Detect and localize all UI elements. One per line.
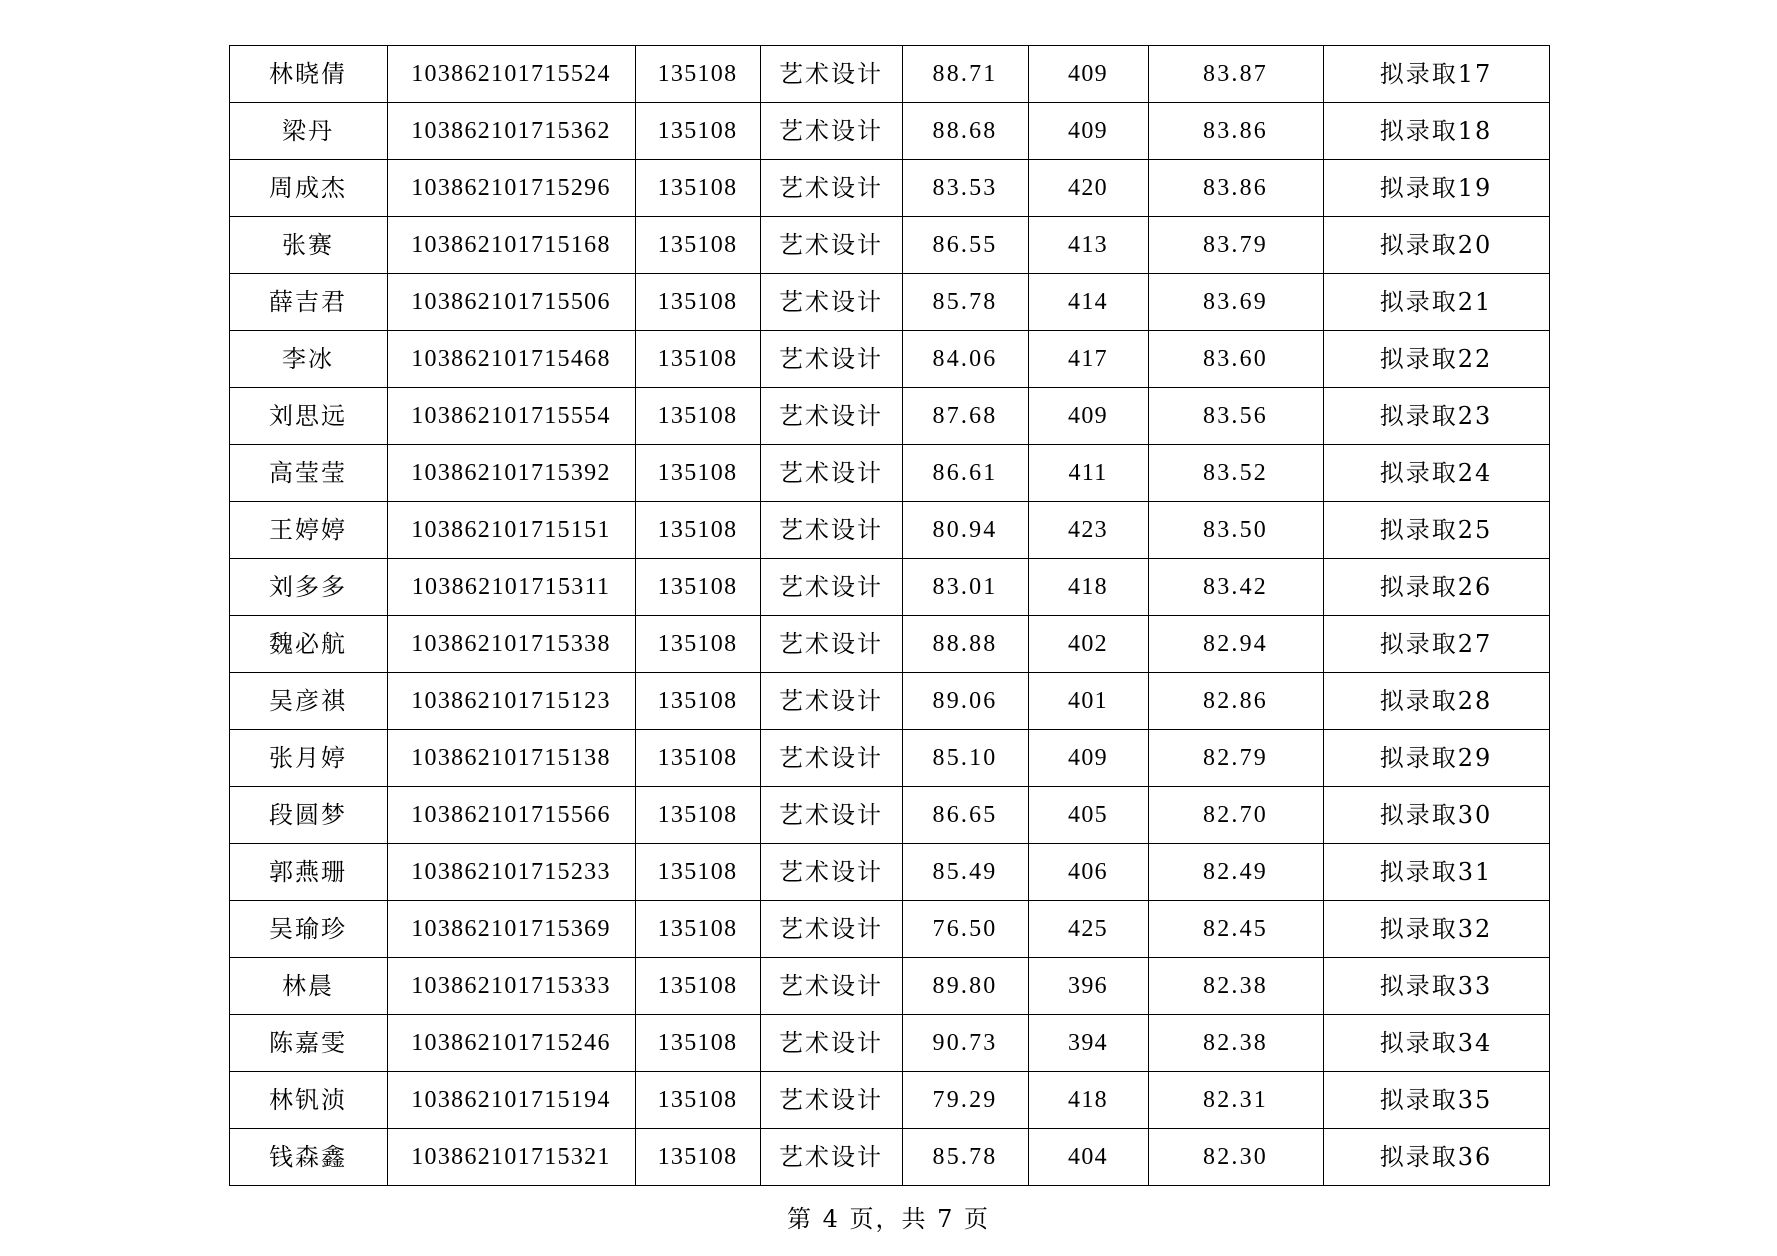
cell-score-two: 394: [1028, 1015, 1148, 1072]
table-row: [229, 502, 1549, 559]
cell-major-code: 135108: [635, 616, 760, 673]
cell-total-score: 82.30: [1148, 1129, 1323, 1186]
cell-major-name: 艺术设计: [760, 103, 902, 160]
cell-name: 高莹莹: [229, 445, 387, 502]
cell-exam-id: 103862101715138: [387, 730, 635, 787]
cell-major-code: 135108: [635, 160, 760, 217]
cell-name: 吴瑜珍: [229, 901, 387, 958]
cell-exam-id: 103862101715311: [387, 559, 635, 616]
cell-status: 拟录取28: [1323, 673, 1549, 730]
cell-score-two: 417: [1028, 331, 1148, 388]
cell-status: 拟录取36: [1323, 1129, 1549, 1186]
cell-total-score: 82.86: [1148, 673, 1323, 730]
cell-exam-id: 103862101715506: [387, 274, 635, 331]
cell-status: 拟录取23: [1323, 388, 1549, 445]
cell-score-one: 86.65: [902, 787, 1028, 844]
cell-score-one: 85.10: [902, 730, 1028, 787]
cell-name: 林钒浈: [229, 1072, 387, 1129]
cell-total-score: 83.69: [1148, 274, 1323, 331]
cell-major-name: 艺术设计: [760, 274, 902, 331]
cell-exam-id: 103862101715566: [387, 787, 635, 844]
cell-major-name: 艺术设计: [760, 445, 902, 502]
cell-total-score: 83.86: [1148, 160, 1323, 217]
cell-score-two: 402: [1028, 616, 1148, 673]
cell-exam-id: 103862101715554: [387, 388, 635, 445]
table-row: [229, 217, 1549, 274]
cell-major-code: 135108: [635, 1072, 760, 1129]
cell-major-name: 艺术设计: [760, 1072, 902, 1129]
cell-major-code: 135108: [635, 1015, 760, 1072]
cell-major-name: 艺术设计: [760, 502, 902, 559]
cell-major-name: 艺术设计: [760, 217, 902, 274]
cell-score-one: 88.71: [902, 46, 1028, 103]
table-row: [229, 274, 1549, 331]
cell-name: 刘多多: [229, 559, 387, 616]
cell-score-one: 85.78: [902, 274, 1028, 331]
cell-major-code: 135108: [635, 445, 760, 502]
cell-score-two: 411: [1028, 445, 1148, 502]
cell-exam-id: 103862101715246: [387, 1015, 635, 1072]
cell-name: 李冰: [229, 331, 387, 388]
cell-major-code: 135108: [635, 388, 760, 445]
cell-total-score: 82.94: [1148, 616, 1323, 673]
cell-status: 拟录取33: [1323, 958, 1549, 1015]
table-row: [229, 787, 1549, 844]
cell-major-name: 艺术设计: [760, 958, 902, 1015]
cell-score-one: 76.50: [902, 901, 1028, 958]
roster-table-body: [229, 46, 1549, 1186]
cell-exam-id: 103862101715123: [387, 673, 635, 730]
cell-total-score: 82.38: [1148, 1015, 1323, 1072]
cell-score-two: 414: [1028, 274, 1148, 331]
cell-status: 拟录取25: [1323, 502, 1549, 559]
table-row: [229, 901, 1549, 958]
table-row: [229, 46, 1549, 103]
cell-score-two: 418: [1028, 1072, 1148, 1129]
cell-major-code: 135108: [635, 787, 760, 844]
cell-name: 林晨: [229, 958, 387, 1015]
cell-status: 拟录取30: [1323, 787, 1549, 844]
table-row: [229, 1015, 1549, 1072]
cell-status: 拟录取20: [1323, 217, 1549, 274]
table-row: [229, 160, 1549, 217]
cell-major-name: 艺术设计: [760, 730, 902, 787]
cell-score-one: 85.78: [902, 1129, 1028, 1186]
cell-score-one: 80.94: [902, 502, 1028, 559]
cell-total-score: 83.79: [1148, 217, 1323, 274]
cell-status: 拟录取35: [1323, 1072, 1549, 1129]
cell-major-code: 135108: [635, 1129, 760, 1186]
cell-major-name: 艺术设计: [760, 331, 902, 388]
cell-exam-id: 103862101715233: [387, 844, 635, 901]
cell-name: 魏必航: [229, 616, 387, 673]
cell-total-score: 82.49: [1148, 844, 1323, 901]
cell-total-score: 83.60: [1148, 331, 1323, 388]
cell-score-two: 409: [1028, 103, 1148, 160]
cell-name: 吴彦祺: [229, 673, 387, 730]
table-row: [229, 103, 1549, 160]
cell-score-one: 83.53: [902, 160, 1028, 217]
cell-status: 拟录取34: [1323, 1015, 1549, 1072]
cell-name: 段圆梦: [229, 787, 387, 844]
cell-major-name: 艺术设计: [760, 160, 902, 217]
cell-status: 拟录取32: [1323, 901, 1549, 958]
cell-score-one: 87.68: [902, 388, 1028, 445]
table-row: [229, 388, 1549, 445]
cell-score-two: 406: [1028, 844, 1148, 901]
cell-score-one: 86.61: [902, 445, 1028, 502]
cell-score-one: 83.01: [902, 559, 1028, 616]
cell-name: 陈嘉雯: [229, 1015, 387, 1072]
cell-score-two: 418: [1028, 559, 1148, 616]
cell-name: 刘思远: [229, 388, 387, 445]
cell-major-code: 135108: [635, 844, 760, 901]
cell-major-code: 135108: [635, 901, 760, 958]
cell-total-score: 82.45: [1148, 901, 1323, 958]
cell-total-score: 83.50: [1148, 502, 1323, 559]
cell-total-score: 82.70: [1148, 787, 1323, 844]
table-row: [229, 445, 1549, 502]
cell-major-name: 艺术设计: [760, 46, 902, 103]
cell-score-one: 89.06: [902, 673, 1028, 730]
cell-score-two: 404: [1028, 1129, 1148, 1186]
cell-score-two: 409: [1028, 388, 1148, 445]
cell-major-code: 135108: [635, 46, 760, 103]
cell-status: 拟录取24: [1323, 445, 1549, 502]
cell-major-code: 135108: [635, 103, 760, 160]
cell-name: 梁丹: [229, 103, 387, 160]
cell-major-code: 135108: [635, 274, 760, 331]
cell-major-code: 135108: [635, 673, 760, 730]
cell-total-score: 83.86: [1148, 103, 1323, 160]
cell-total-score: 83.42: [1148, 559, 1323, 616]
admission-roster-table: [229, 45, 1550, 1186]
cell-total-score: 82.38: [1148, 958, 1323, 1015]
cell-name: 张月婷: [229, 730, 387, 787]
cell-name: 张赛: [229, 217, 387, 274]
cell-total-score: 82.79: [1148, 730, 1323, 787]
cell-major-name: 艺术设计: [760, 844, 902, 901]
cell-score-two: 425: [1028, 901, 1148, 958]
cell-major-name: 艺术设计: [760, 388, 902, 445]
cell-status: 拟录取18: [1323, 103, 1549, 160]
cell-exam-id: 103862101715524: [387, 46, 635, 103]
table-row: [229, 730, 1549, 787]
cell-score-two: 409: [1028, 730, 1148, 787]
cell-score-one: 88.68: [902, 103, 1028, 160]
cell-name: 薛吉君: [229, 274, 387, 331]
cell-exam-id: 103862101715194: [387, 1072, 635, 1129]
cell-score-two: 396: [1028, 958, 1148, 1015]
cell-major-name: 艺术设计: [760, 616, 902, 673]
cell-name: 林晓倩: [229, 46, 387, 103]
cell-name: 王婷婷: [229, 502, 387, 559]
cell-major-name: 艺术设计: [760, 901, 902, 958]
cell-major-code: 135108: [635, 958, 760, 1015]
cell-major-name: 艺术设计: [760, 673, 902, 730]
table-row: [229, 1072, 1549, 1129]
cell-exam-id: 103862101715362: [387, 103, 635, 160]
cell-exam-id: 103862101715296: [387, 160, 635, 217]
cell-major-code: 135108: [635, 331, 760, 388]
cell-name: 钱森鑫: [229, 1129, 387, 1186]
table-row: [229, 1129, 1549, 1186]
cell-exam-id: 103862101715468: [387, 331, 635, 388]
cell-major-name: 艺术设计: [760, 787, 902, 844]
table-row: [229, 331, 1549, 388]
cell-total-score: 83.56: [1148, 388, 1323, 445]
cell-exam-id: 103862101715338: [387, 616, 635, 673]
cell-score-two: 413: [1028, 217, 1148, 274]
cell-status: 拟录取22: [1323, 331, 1549, 388]
cell-score-one: 84.06: [902, 331, 1028, 388]
cell-score-one: 86.55: [902, 217, 1028, 274]
cell-name: 郭燕珊: [229, 844, 387, 901]
table-row: [229, 958, 1549, 1015]
cell-exam-id: 103862101715321: [387, 1129, 635, 1186]
cell-exam-id: 103862101715333: [387, 958, 635, 1015]
cell-status: 拟录取31: [1323, 844, 1549, 901]
table-row: [229, 559, 1549, 616]
cell-major-name: 艺术设计: [760, 559, 902, 616]
page-footer: 第 4 页，共 7 页: [786, 1205, 991, 1233]
cell-score-two: 409: [1028, 46, 1148, 103]
cell-total-score: 83.52: [1148, 445, 1323, 502]
cell-score-two: 423: [1028, 502, 1148, 559]
cell-total-score: 82.31: [1148, 1072, 1323, 1129]
table-row: [229, 673, 1549, 730]
cell-major-code: 135108: [635, 559, 760, 616]
cell-score-two: 405: [1028, 787, 1148, 844]
cell-status: 拟录取17: [1323, 46, 1549, 103]
cell-status: 拟录取21: [1323, 274, 1549, 331]
roster-table-wrapper: [229, 45, 1549, 1186]
cell-exam-id: 103862101715151: [387, 502, 635, 559]
cell-major-name: 艺术设计: [760, 1129, 902, 1186]
cell-exam-id: 103862101715392: [387, 445, 635, 502]
cell-score-two: 420: [1028, 160, 1148, 217]
cell-score-one: 90.73: [902, 1015, 1028, 1072]
cell-status: 拟录取29: [1323, 730, 1549, 787]
cell-score-one: 79.29: [902, 1072, 1028, 1129]
cell-name: 周成杰: [229, 160, 387, 217]
cell-status: 拟录取27: [1323, 616, 1549, 673]
cell-score-two: 401: [1028, 673, 1148, 730]
cell-exam-id: 103862101715168: [387, 217, 635, 274]
cell-exam-id: 103862101715369: [387, 901, 635, 958]
cell-score-one: 85.49: [902, 844, 1028, 901]
cell-major-code: 135108: [635, 217, 760, 274]
cell-major-code: 135108: [635, 502, 760, 559]
cell-total-score: 83.87: [1148, 46, 1323, 103]
cell-major-code: 135108: [635, 730, 760, 787]
cell-major-name: 艺术设计: [760, 1015, 902, 1072]
cell-status: 拟录取19: [1323, 160, 1549, 217]
table-row: [229, 616, 1549, 673]
cell-score-one: 89.80: [902, 958, 1028, 1015]
table-row: [229, 844, 1549, 901]
cell-status: 拟录取26: [1323, 559, 1549, 616]
cell-score-one: 88.88: [902, 616, 1028, 673]
